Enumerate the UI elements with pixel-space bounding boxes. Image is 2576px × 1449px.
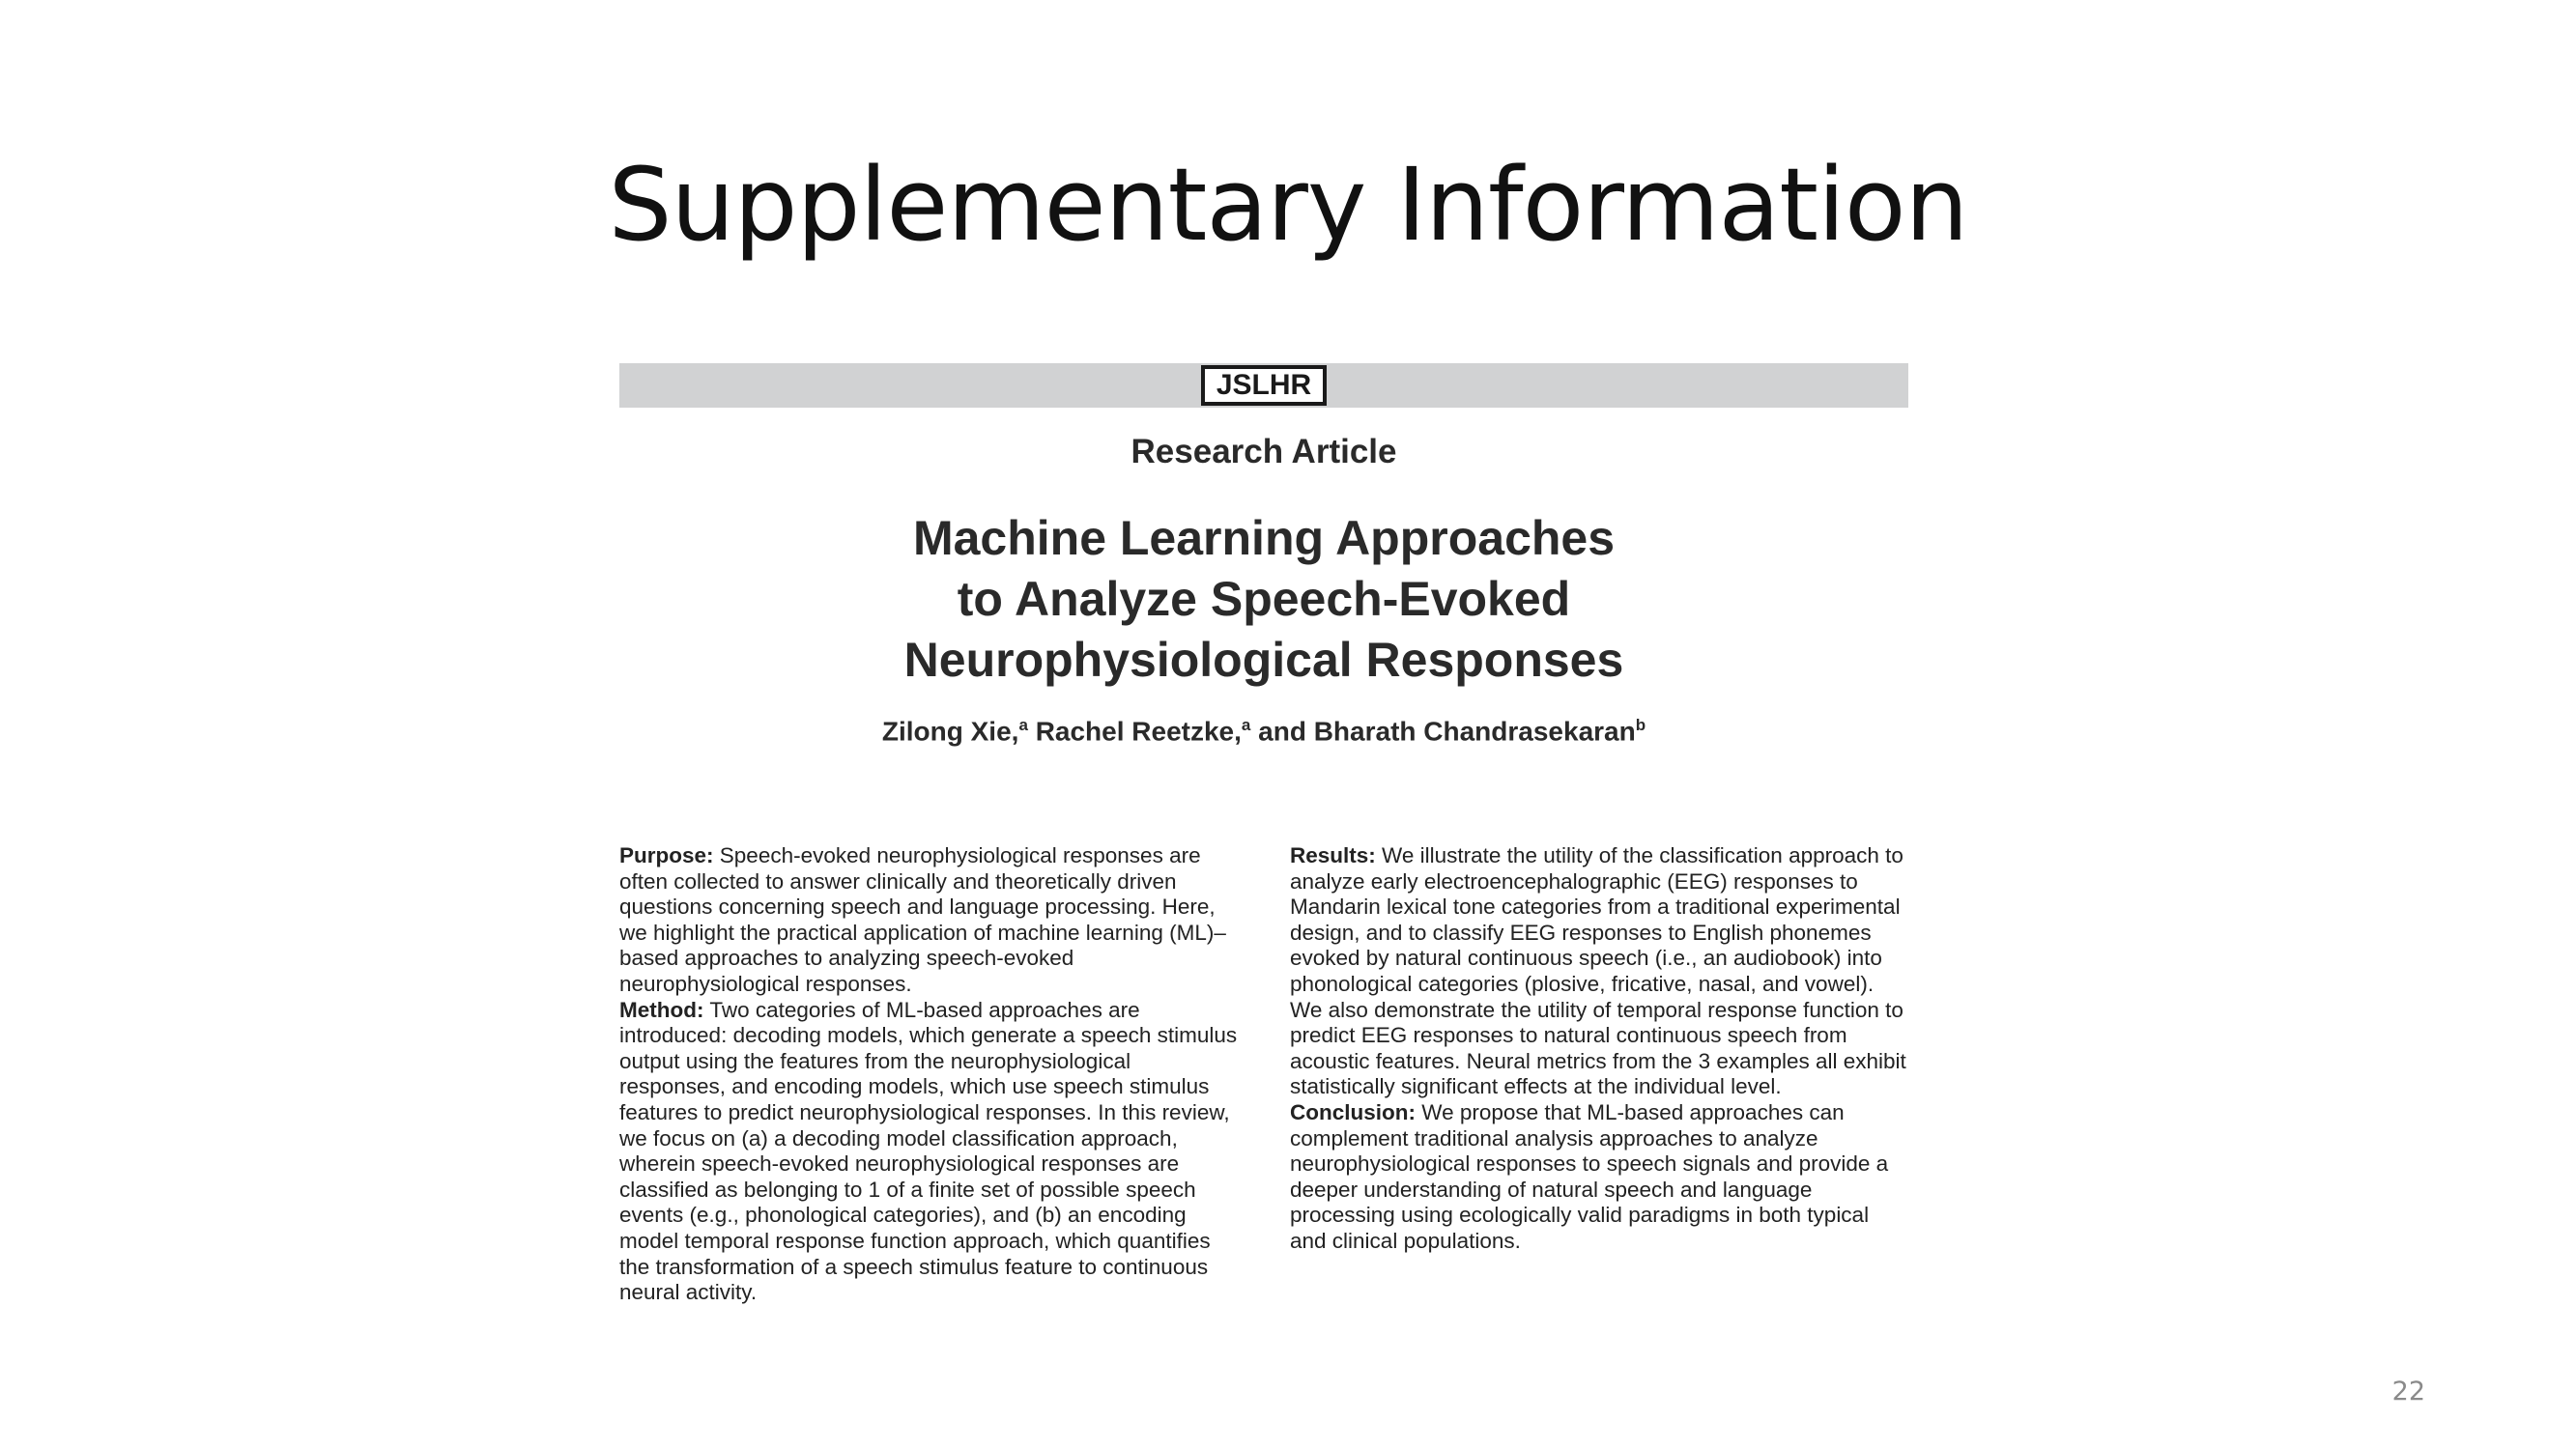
abstract-conclusion <box>1290 1100 1908 1255</box>
abstract-conclusion-label: Conclusion: <box>1290 1099 1416 1124</box>
abstract-purpose-label: Purpose: <box>619 843 714 867</box>
author-affiliation: b <box>1635 716 1646 734</box>
journal-logo: JSLHR <box>1201 365 1327 406</box>
author-name: and Bharath Chandrasekaran <box>1258 716 1636 747</box>
abstract-purpose <box>619 843 1238 998</box>
author-list <box>619 716 1908 747</box>
abstract-right-column <box>1290 843 1908 1306</box>
author-name: Rachel Reetzke, <box>1035 716 1242 747</box>
abstract-method <box>619 998 1238 1306</box>
author-affiliation: a <box>1018 716 1028 734</box>
article-snapshot <box>619 363 1908 1305</box>
slide-title: Supplementary Information <box>608 146 1968 264</box>
article-type: Research Article <box>1131 433 1397 470</box>
slide-number: 22 <box>2391 1377 2425 1406</box>
article-title-line: Machine Learning Approaches <box>912 511 1616 565</box>
abstract-purpose-text: Speech-evoked neurophysiological responses are often collected to answer clinically and theoretically driven questions concerning speech and language processing. Here, we highlight the practical application of machine learning (ML)–based approaches to analyzing speech-evoked neurophysiological responses. <box>619 843 1226 996</box>
journal-header-bar <box>619 363 1908 408</box>
abstract-method-label: Method: <box>619 997 704 1022</box>
article-title-line: to Analyze Speech-Evoked <box>957 572 1571 626</box>
abstract-results-text: We illustrate the utility of the classification approach to analyze early electroencephalographic (EEG) responses to Mandarin lexical tone categories from a traditional experimental design, and to classify EEG responses to English phonemes evoked by natural continuous speech (i.e., an audiobook) into phonological categories (plosive, fricative, nasal, and vowel). We also demonstrate the utility of temporal response function to predict EEG responses to natural continuous speech from acoustic features. Neural metrics from the 3 examples all exhibit statistically significant effects at the individual level. <box>1290 843 1906 1099</box>
article-title-line: Neurophysiological Responses <box>903 633 1624 687</box>
abstract-method-text: Two categories of ML-based approaches are introduced: decoding models, which generate a speech stimulus output using the features from the neurophysiological responses, and encoding models, which use speech stimulus features to predict neurophysiological responses. In this review, we focus on (a) a decoding model classification approach, wherein speech-evoked neurophysiological responses are classified as belonging to 1 of a finite set of possible speech events (e.g., phonological categories), and (b) an encoding model temporal response function approach, which quantifies the transformation of a speech stimulus feature to continuous neural activity. <box>619 997 1238 1305</box>
author-name: Zilong Xie, <box>881 716 1019 747</box>
abstract <box>619 843 1908 1306</box>
abstract-results-label: Results: <box>1290 843 1376 867</box>
abstract-left-column <box>619 843 1238 1306</box>
abstract-results <box>1290 843 1908 1100</box>
author-affiliation: a <box>1241 716 1251 734</box>
article-title <box>829 508 1699 691</box>
abstract-conclusion-text: We propose that ML-based approaches can complement traditional analysis approaches to analyze neurophysiological responses to speech signals and provide a deeper understanding of natural speech and language processing using ecologically valid paradigms in both typical and clinical populations. <box>1290 1099 1889 1253</box>
